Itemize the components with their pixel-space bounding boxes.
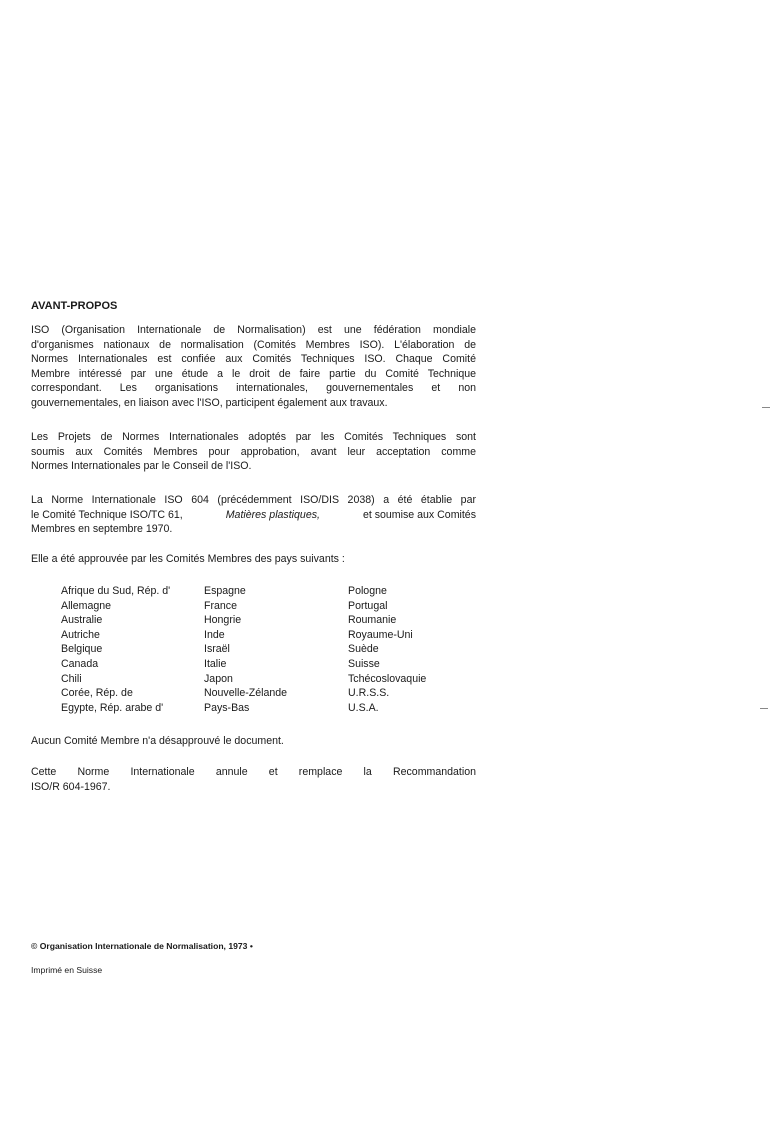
country-item: Chili <box>61 672 82 685</box>
country-item: Israël <box>204 643 230 656</box>
country-item: Inde <box>204 628 225 641</box>
country-item: France <box>204 599 237 612</box>
italic-title: Matières plastiques, <box>225 508 320 521</box>
paragraph-iso604 <box>31 493 476 537</box>
country-item: Suède <box>348 643 379 656</box>
country-item: U.R.S.S. <box>348 687 390 700</box>
country-item: Australie <box>61 614 103 627</box>
paragraph-iso-intro <box>31 323 476 411</box>
country-item: Nouvelle-Zélande <box>204 687 288 700</box>
text-line: Normes Internationales est confiée aux Comités Techniques ISO. Chaque Comité <box>31 353 476 366</box>
country-item: Royaume-Uni <box>348 628 413 641</box>
heading: AVANT-PROPOS <box>31 300 118 312</box>
country-item: Canada <box>61 657 99 670</box>
paragraph-approval <box>31 552 476 567</box>
text-line: Normes Internationales par le Conseil de l'ISO. <box>31 460 252 473</box>
text-line: Cette Norme Internationale annule et remplace la Recommandation <box>31 766 476 778</box>
text-line: Elle a été approuvée par les Comités Membres des pays suivants : <box>31 553 345 565</box>
country-item: Suisse <box>348 657 380 670</box>
country-item: Portugal <box>348 599 388 612</box>
country-item: Pologne <box>348 585 387 597</box>
paragraph-replacement <box>31 765 476 794</box>
country-item: Japon <box>204 672 233 685</box>
printed-in: Imprimé en Suisse <box>31 965 103 975</box>
text-line: d'organismes nationaux de normalisation (Comités Membres ISO). L'élaboration de <box>31 338 476 351</box>
country-item: Afrique du Sud, Rép. d' <box>61 585 171 597</box>
text-line: Membre intéressé par une étude a le droit de faire partie du Comité Technique <box>31 367 476 380</box>
countries-column <box>204 584 344 715</box>
country-item: Tchécoslovaquie <box>348 672 427 685</box>
text-line: Aucun Comité Membre n'a désapprouvé le document. <box>31 735 284 747</box>
text-line: Membres en septembre 1970. <box>31 523 173 536</box>
scan-mark <box>762 407 770 408</box>
text-line: Les Projets de Normes Internationales adoptés par les Comités Techniques sont <box>31 431 476 443</box>
country-item: U.S.A. <box>348 701 379 714</box>
country-item: Autriche <box>61 628 100 641</box>
text-line: ISO/R 604-1967. <box>31 780 111 793</box>
text-span: et soumise aux Comités <box>362 508 476 521</box>
country-item: Italie <box>204 657 227 670</box>
paragraph-projects <box>31 430 476 474</box>
country-item: Roumanie <box>348 614 397 627</box>
scan-mark <box>760 708 768 709</box>
countries-column <box>348 584 488 715</box>
text-line <box>31 508 476 523</box>
country-item: Egypte, Rép. arabe d' <box>61 701 164 714</box>
country-item: Belgique <box>61 643 103 656</box>
countries-column <box>61 584 201 715</box>
text-line: correspondant. Les organisations internationales, gouvernementales et non <box>31 382 476 395</box>
country-item: Espagne <box>204 585 246 597</box>
text-line: gouvernementales, en liaison avec l'ISO, participent également aux travaux. <box>31 396 388 409</box>
paragraph-disapproval <box>31 734 476 749</box>
country-item: Hongrie <box>204 614 242 627</box>
text-line: soumis aux Comités Membres pour approbation, avant leur acceptation comme <box>31 445 476 458</box>
text-line: ISO (Organisation Internationale de Normalisation) est une fédération mondiale <box>31 324 476 336</box>
country-item: Corée, Rép. de <box>61 687 133 700</box>
country-item: Pays-Bas <box>204 701 250 714</box>
copyright: © Organisation Internationale de Normalisation, 1973 • <box>31 941 253 951</box>
country-item: Allemagne <box>61 599 112 612</box>
text-span: le Comité Technique ISO/TC 61, <box>31 508 183 521</box>
text-line: La Norme Internationale ISO 604 (précédemment ISO/DIS 2038) a été établie par <box>31 494 476 506</box>
